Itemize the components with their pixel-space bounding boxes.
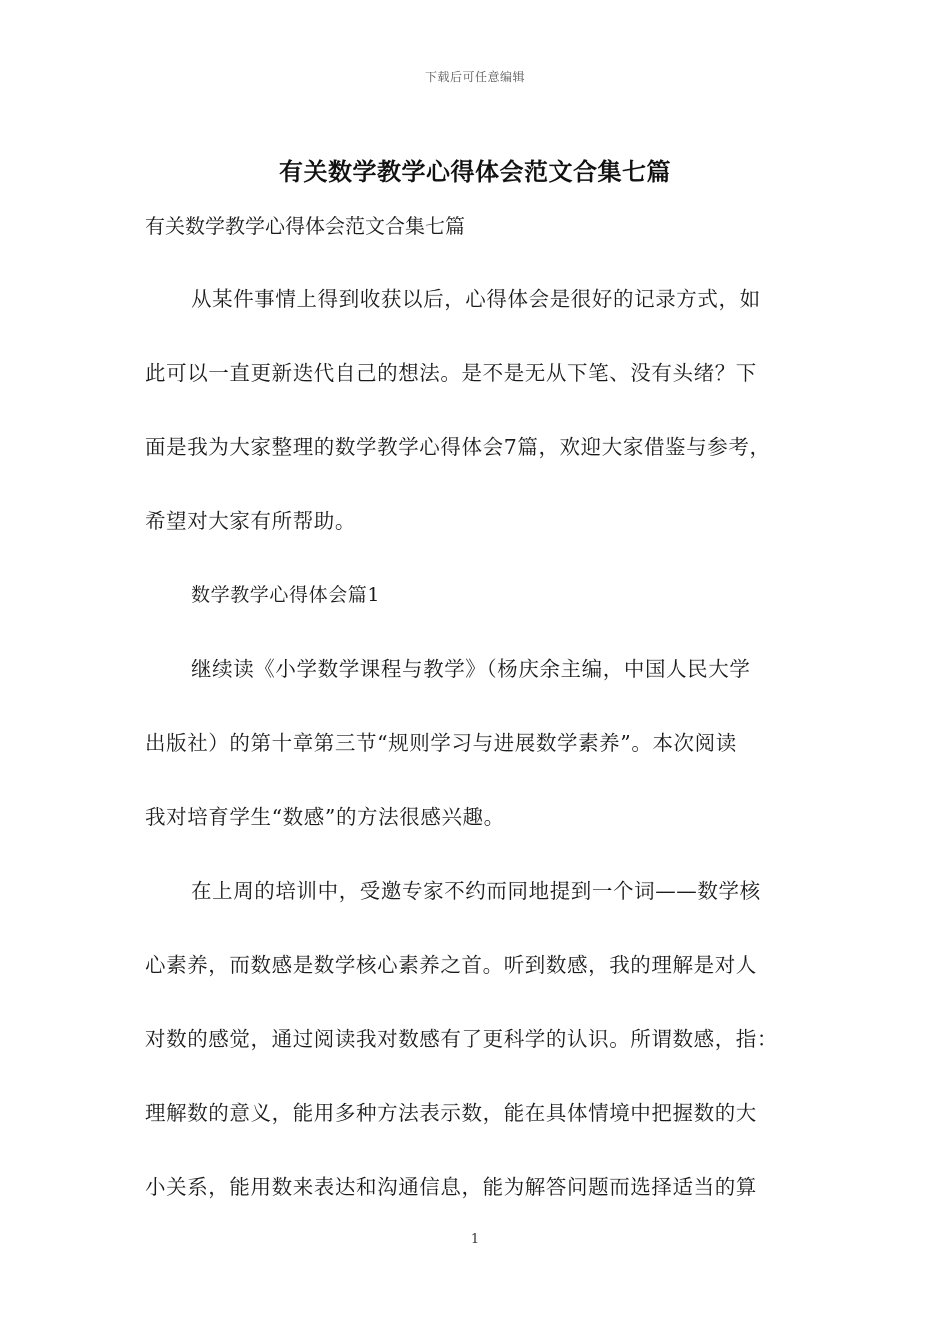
document-subtitle: 有关数学教学心得体会范文合集七篇 [145,214,465,238]
paragraph-line: 在上周的培训中，受邀专家不约而同地提到一个词——数学核 [191,879,761,903]
paragraph-line: 我对培育学生“数感”的方法很感兴趣。 [145,805,505,829]
paragraph-line: 出版社）的第十章第三节“规则学习与进展数学素养”。本次阅读 [145,731,737,755]
document-title: 有关数学教学心得体会范文合集七篇 [279,157,671,186]
body-text [145,262,825,1224]
section-heading: 数学教学心得体会篇1 [191,584,381,606]
paragraph-line: 心素养，而数感是数学核心素养之首。听到数感，我的理解是对人 [145,953,757,977]
page-number: 1 [470,1232,480,1247]
paragraph-line: 对数的感觉，通过阅读我对数感有了更科学的认识。所谓数感，指： [145,1027,778,1051]
header-note: 下载后可任意编辑 [424,70,525,84]
paragraph-line: 小关系，能用数来表达和沟通信息，能为解答问题而选择适当的算 [145,1175,757,1199]
paragraph-line: 此可以一直更新迭代自己的想法。是不是无从下笔、没有头绪？下 [145,361,757,385]
paragraph-line: 继续读《小学数学课程与教学》（杨庆余主编，中国人民大学 [191,657,751,681]
paragraph-line: 面是我为大家整理的数学教学心得体会7篇，欢迎大家借鉴与参考， [145,435,771,459]
paragraph-line: 从某件事情上得到收获以后，心得体会是很好的记录方式，如 [191,287,761,311]
paragraph-line: 希望对大家有所帮助。 [145,509,356,533]
paragraph-line: 理解数的意义，能用多种方法表示数，能在具体情境中把握数的大 [145,1101,757,1125]
